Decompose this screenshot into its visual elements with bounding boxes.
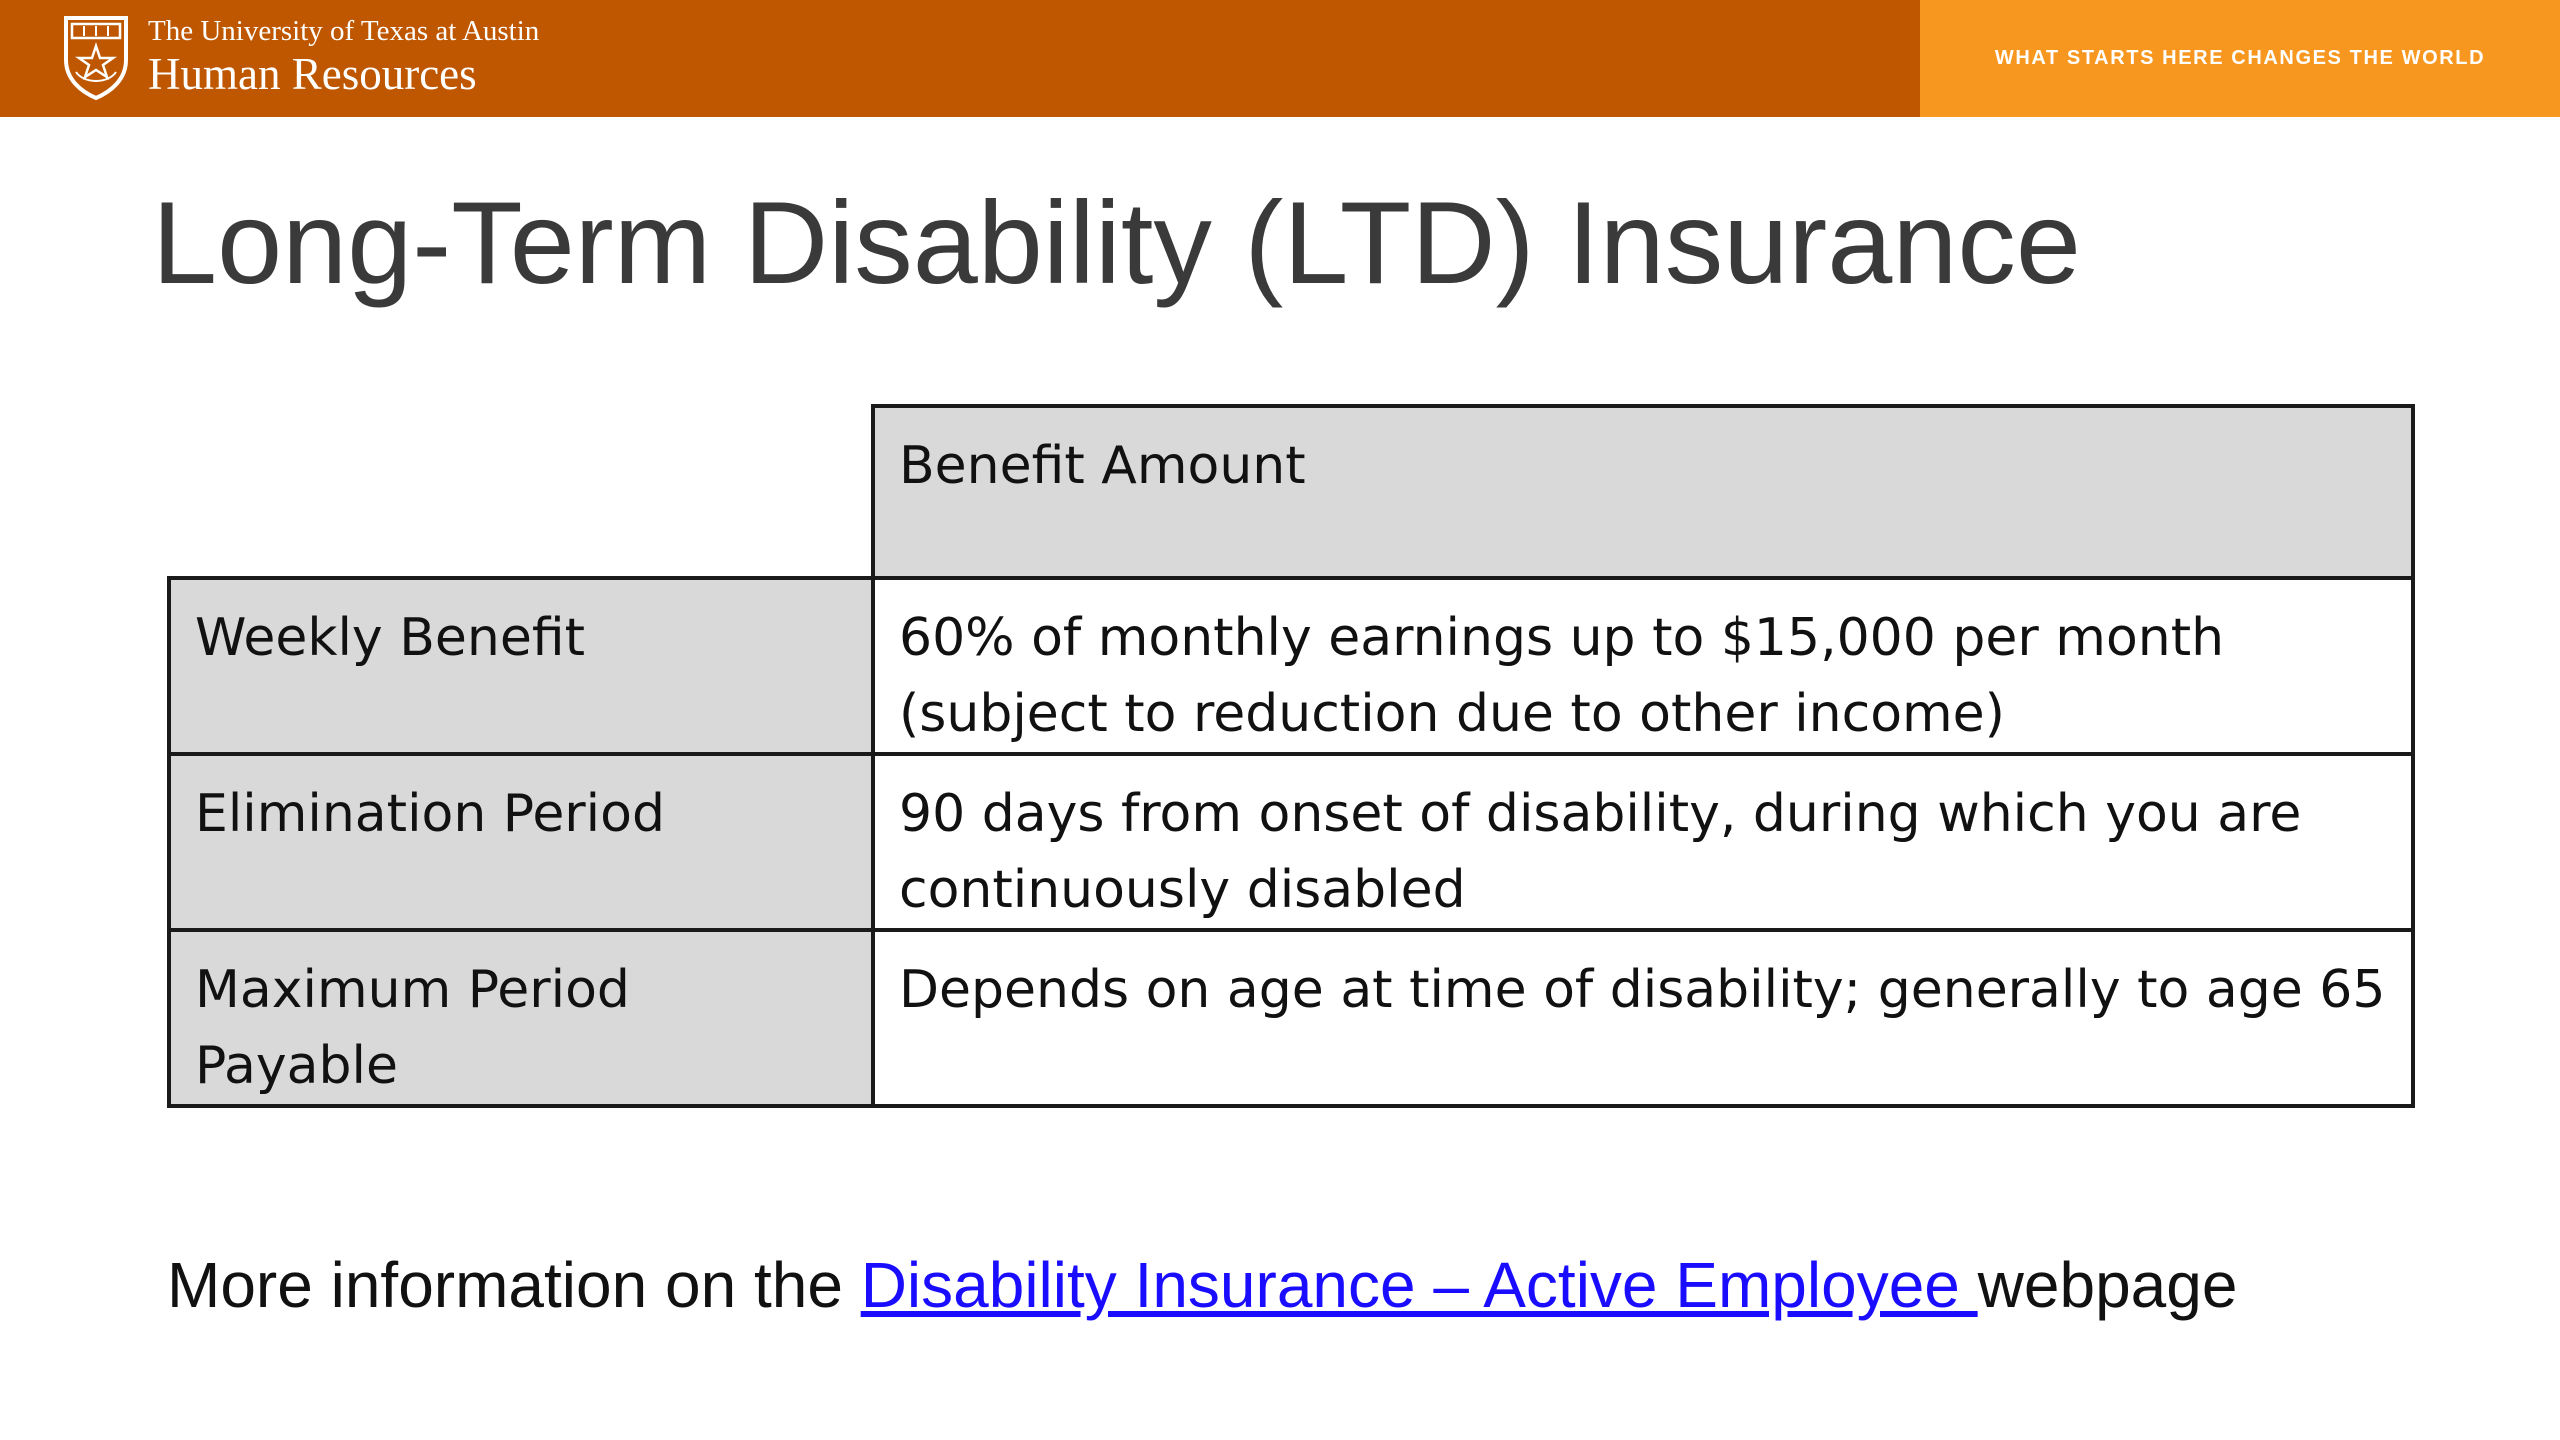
tagline: WHAT STARTS HERE CHANGES THE WORLD bbox=[1994, 47, 2486, 69]
header-tagline-area bbox=[1920, 0, 2560, 117]
value-line: 60% of monthly earnings up to $15,000 per month bbox=[899, 608, 2225, 668]
org-name: The University of Texas at Austin bbox=[148, 15, 540, 47]
slide-title: Long-Term Disability (LTD) Insurance bbox=[152, 177, 2081, 308]
header-bar bbox=[0, 0, 2560, 117]
more-info-prefix: More information on the bbox=[167, 1249, 861, 1321]
row-value-weekly-benefit bbox=[873, 578, 2413, 754]
row-value-elimination-period bbox=[873, 754, 2413, 930]
label-line: Maximum Period bbox=[195, 960, 630, 1020]
table-row bbox=[169, 930, 2413, 1106]
ut-shield-icon bbox=[62, 14, 130, 102]
header-brand-area bbox=[0, 0, 1920, 117]
value-line: (subject to reduction due to other income) bbox=[899, 684, 2005, 744]
row-label-maximum-period bbox=[169, 930, 873, 1106]
value-line: continuously disabled bbox=[899, 860, 1466, 920]
table-row bbox=[169, 578, 2413, 754]
row-label-weekly-benefit: Weekly Benefit bbox=[169, 578, 873, 754]
department-name: Human Resources bbox=[148, 49, 477, 99]
row-label-elimination-period: Elimination Period bbox=[169, 754, 873, 930]
disability-insurance-link[interactable]: Disability Insurance – Active Employee bbox=[860, 1249, 1978, 1321]
label-line: Payable bbox=[195, 1036, 398, 1096]
table-corner-cell bbox=[169, 406, 873, 578]
table-column-header: Benefit Amount bbox=[873, 406, 2413, 578]
benefits-table-container bbox=[167, 404, 2411, 1176]
row-value-maximum-period bbox=[873, 930, 2413, 1106]
value-line: Depends on age at time of disability; generally to age 65 bbox=[899, 960, 2386, 1020]
benefits-table bbox=[167, 404, 2415, 1108]
table-row bbox=[169, 754, 2413, 930]
more-info-suffix: webpage bbox=[1977, 1249, 2238, 1321]
more-info-note bbox=[167, 1245, 2237, 1325]
value-line: 90 days from onset of disability, during which you are bbox=[899, 784, 2302, 844]
table-header-row bbox=[169, 406, 2413, 578]
